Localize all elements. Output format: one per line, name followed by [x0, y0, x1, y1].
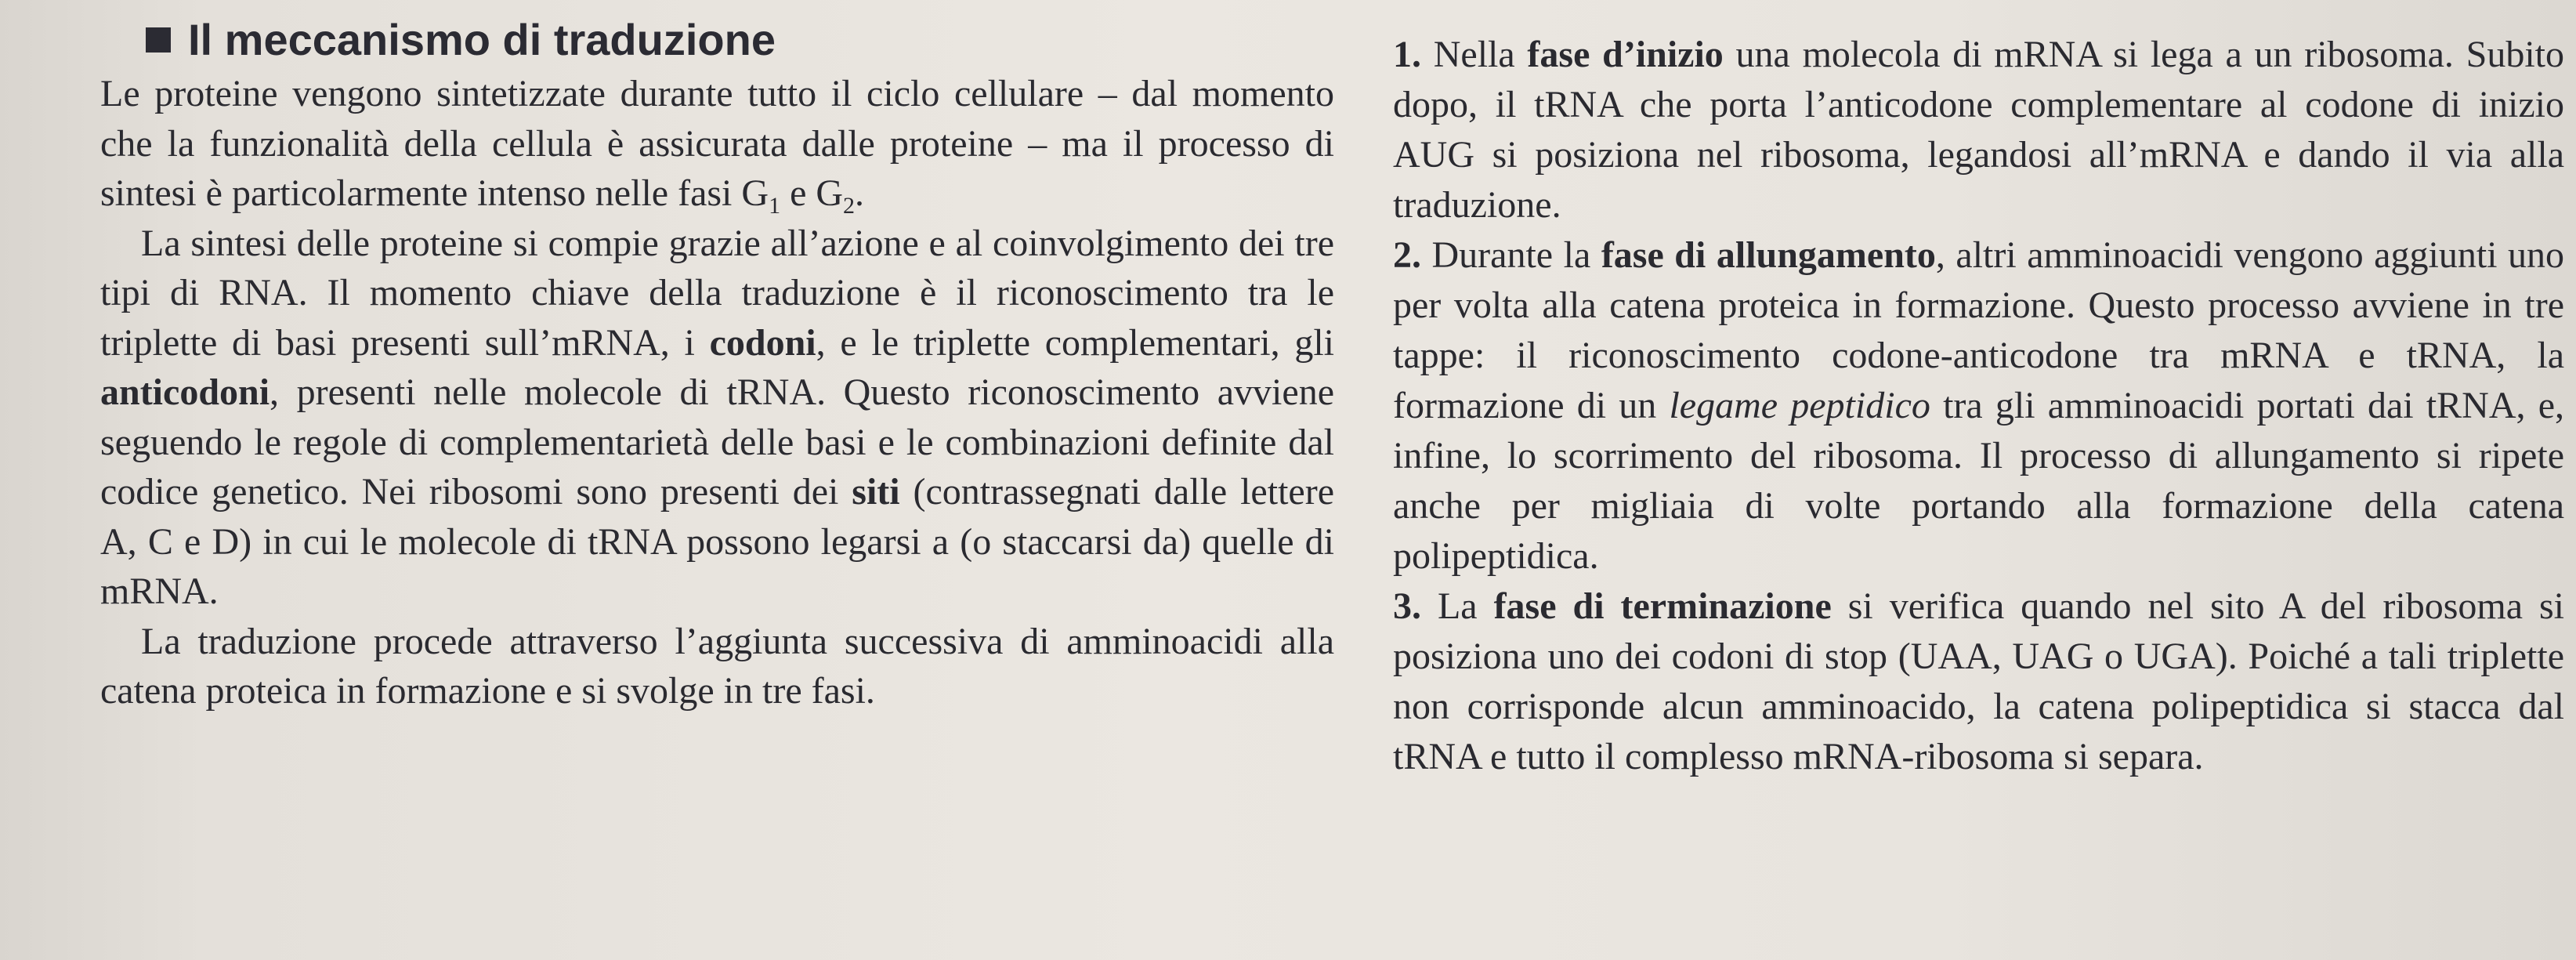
phase-3-part-a: La [1421, 585, 1494, 627]
phase-1-part-a: Nella [1421, 34, 1528, 75]
term-fase-allungamento: fase di allungamento [1601, 234, 1936, 276]
phase-2-part-a: Durante la [1421, 234, 1601, 276]
phase-2-part-b: , altri amminoacidi vengono aggiunti uno per volta alla catena proteica in formazione. Questo processo avviene in tre tappe: il riconoscimento codone-anticodone tra mRNA e tRNA, la formazione di un [1393, 234, 2565, 426]
paragraph-1-end: . [855, 172, 865, 214]
phase-3-part-b: si verifica quando nel sito A del ribosoma si posiziona uno dei codoni di stop (UAA, UAG o UGA). Poiché a tali triplette non corrisponde alcun amminoacido, la catena polipeptidica si stacca dal tRNA e tutto il complesso mRNA-ribosoma si separa. [1393, 585, 2564, 777]
paragraph-2 [100, 219, 1334, 617]
phase-2-number: 2. [1393, 234, 1421, 276]
phase-1-part-b: una molecola di mRNA si lega a un ribosoma. Subito dopo, il tRNA che porta l’anticodone complementare al codone di inizio AUG si posiziona nel ribosoma, legandosi all’mRNA e dando il via alla traduzione. [1393, 34, 2564, 226]
g2-letter: G [816, 172, 844, 214]
right-column [1393, 30, 2564, 782]
term-siti: siti [852, 471, 900, 513]
phase-3-number: 3. [1393, 585, 1421, 627]
phase-2-part-c: tra gli amminoacidi portati dai tRNA, e, infine, lo scorrimento del ribosoma. Il processo di allungamento si ripete anche per migliaia di volte portando alla formazione della catena polipeptidica. [1393, 385, 2564, 577]
g2-subscript: 2 [843, 193, 856, 219]
paragraph-1-text: Le proteine vengono sintetizzate durante tutto il ciclo cellulare – dal momento che la funzionalità della cellula è assicurata dalle proteine – ma il processo di sintesi è particolarmente intenso nelle fasi [100, 73, 1334, 214]
section-heading-text: Il meccanismo di traduzione [188, 15, 776, 64]
term-legame-peptidico: legame peptidico [1669, 385, 1930, 426]
g1-letter: G [741, 172, 769, 214]
paragraph-2-part-c: , presenti nelle molecole di tRNA. Questo riconoscimento avviene seguendo le regole di complementarietà delle basi e le combinazioni definite dal codice genetico. Nei ribosomi sono presenti dei [100, 371, 1334, 513]
paragraph-1 [100, 69, 1334, 219]
and-text: e [780, 172, 816, 214]
paragraph-2-part-a: La sintesi delle proteine si compie grazie all’azione e al coinvolgimento dei tre tipi di RNA. Il momento chiave della traduzione è il riconoscimento tra le triplette di basi presenti sull’mRNA, i [100, 222, 1334, 364]
term-codoni: codoni [709, 321, 816, 364]
phase-2-paragraph [1393, 230, 2564, 581]
paragraph-3: La traduzione procede attraverso l’aggiunta successiva di amminoacidi alla catena proteica in formazione e si svolge in tre fasi. [100, 620, 1334, 712]
section-heading [100, 14, 1334, 66]
paragraph-2-part-b: , e le triplette complementari, gli [816, 321, 1334, 364]
term-fase-terminazione: fase di terminazione [1493, 585, 1832, 627]
phase-1-paragraph [1393, 30, 2564, 230]
term-anticodoni: anticodoni [100, 371, 270, 413]
g1-subscript: 1 [769, 193, 781, 219]
phase-3-paragraph [1393, 581, 2564, 782]
square-bullet-icon [146, 27, 171, 53]
term-fase-inizio: fase d’inizio [1527, 34, 1724, 75]
left-column [100, 14, 1334, 716]
paragraph-2-part-d: (contrassegnati dalle lettere A, C e D) in cui le molecole di tRNA possono legarsi a (o staccarsi da) quelle di mRNA. [100, 471, 1334, 612]
phase-1-number: 1. [1393, 34, 1421, 75]
